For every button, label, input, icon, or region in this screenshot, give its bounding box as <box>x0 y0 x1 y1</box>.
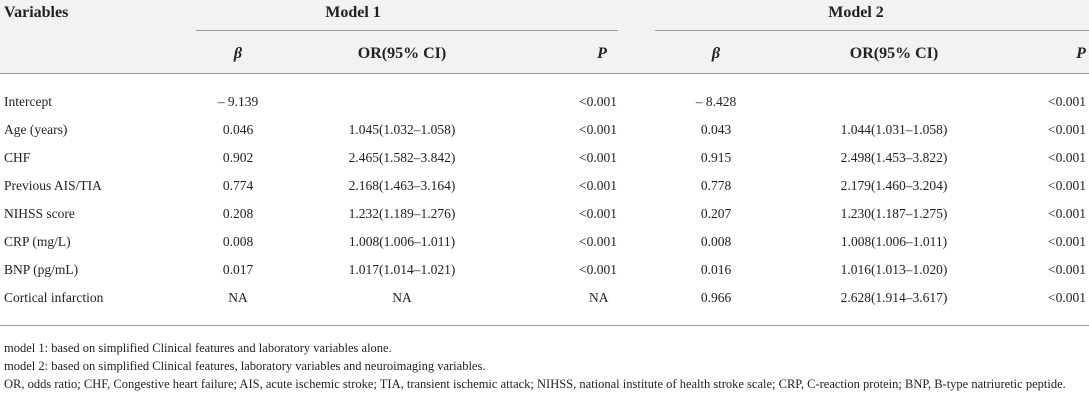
m1-beta-cell: 0.008 <box>222 234 254 249</box>
m2-beta-cell: 0.016 <box>700 262 732 277</box>
m2-or-cell: 2.179(1.460–3.204) <box>840 178 948 193</box>
m2-p-cell: <0.001 <box>1048 206 1086 221</box>
footnote-model1: model 1: based on simplified Clinical features and laboratory variables alone. <box>4 341 392 355</box>
m1-or-cell: 1.008(1.006–1.011) <box>348 234 456 249</box>
model1-header: Model 1 <box>325 4 381 21</box>
m2-beta-cell: 0.043 <box>700 122 732 137</box>
m2-p-cell: <0.001 <box>1048 178 1086 193</box>
m1-p-cell: <0.001 <box>579 234 617 249</box>
m1-p-cell: NA <box>589 290 609 305</box>
m2-or-cell: 2.498(1.453–3.822) <box>840 150 948 165</box>
m2-p-cell: <0.001 <box>1048 234 1086 249</box>
m1-p-cell: <0.001 <box>579 94 617 109</box>
m2-p-cell: <0.001 <box>1048 290 1086 305</box>
m1-beta-cell: 0.208 <box>222 206 254 221</box>
m2-beta-cell: 0.778 <box>700 178 732 193</box>
m1-p-cell: <0.001 <box>579 122 617 137</box>
m2-or-cell: 1.044(1.031–1.058) <box>840 122 948 137</box>
m1-or-cell: 2.168(1.463–3.164) <box>348 178 456 193</box>
m1-p-cell: <0.001 <box>579 206 617 221</box>
row-variable: NIHSS score <box>4 206 75 221</box>
m1-beta-cell: NA <box>228 290 248 305</box>
row-variable: BNP (pg/mL) <box>4 262 79 277</box>
header-bottom-rule <box>0 73 1089 74</box>
m1-p-cell: <0.001 <box>579 150 617 165</box>
m1-beta-cell: 0.046 <box>222 122 254 137</box>
model2-header: Model 2 <box>828 4 884 21</box>
m1-beta-header: β <box>233 45 243 62</box>
row-variable: Cortical infarction <box>4 290 104 305</box>
m1-or-header: OR(95% CI) <box>357 45 447 62</box>
variables-header: Variables <box>4 4 69 21</box>
row-variable: CRP (mg/L) <box>4 234 71 249</box>
m1-or-cell: 1.232(1.189–1.276) <box>348 206 456 221</box>
m2-or-cell: 1.008(1.006–1.011) <box>840 234 948 249</box>
m2-p-cell: <0.001 <box>1048 122 1086 137</box>
table-footnotes <box>4 340 1084 393</box>
m1-or-cell: 2.465(1.582–3.842) <box>348 150 456 165</box>
m2-p-header: P <box>1076 45 1086 62</box>
row-variable: Previous AIS/TIA <box>4 178 102 193</box>
m2-or-header: OR(95% CI) <box>849 45 939 62</box>
m2-p-cell: <0.001 <box>1048 262 1086 277</box>
row-variable: Intercept <box>4 94 52 109</box>
m2-beta-cell: 0.966 <box>700 290 732 305</box>
table-bottom-rule <box>0 325 1089 326</box>
m2-or-cell: 1.016(1.013–1.020) <box>840 262 948 277</box>
m2-beta-cell: 0.008 <box>700 234 732 249</box>
footnote-abbreviations: OR, odds ratio; CHF, Congestive heart failure; AIS, acute ischemic stroke; TIA, transient ischemic attack; NIHSS, national institute of health stroke scale; CRP, C-reaction protein; BNP, B-type natriuretic peptide. <box>4 376 1066 391</box>
m2-or-cell: 2.628(1.914–3.617) <box>840 290 948 305</box>
m1-p-cell: <0.001 <box>579 262 617 277</box>
m2-p-cell: <0.001 <box>1048 150 1086 165</box>
model1-underline <box>196 30 618 31</box>
row-variable: CHF <box>4 150 31 165</box>
m2-beta-cell: 0.207 <box>700 206 732 221</box>
m2-beta-cell: 0.915 <box>700 150 732 165</box>
m2-beta-cell: – 8.428 <box>695 94 737 109</box>
m2-beta-header: β <box>711 45 721 62</box>
m2-p-cell: <0.001 <box>1048 94 1086 109</box>
model2-underline <box>655 30 1089 31</box>
m2-or-cell: 1.230(1.187–1.275) <box>840 206 948 221</box>
m1-or-cell: 1.017(1.014–1.021) <box>348 262 456 277</box>
m1-or-cell: 1.045(1.032–1.058) <box>348 122 456 137</box>
m1-beta-cell: 0.774 <box>222 178 254 193</box>
m1-beta-cell: 0.017 <box>222 262 254 277</box>
footnote-model2: model 2: based on simplified Clinical features, laboratory variables and neuroimaging variables. <box>4 358 486 373</box>
row-variable: Age (years) <box>4 122 68 137</box>
m1-p-header: P <box>597 45 607 62</box>
m1-or-cell: NA <box>392 290 412 305</box>
m1-p-cell: <0.001 <box>579 178 617 193</box>
m1-beta-cell: 0.902 <box>222 150 254 165</box>
m1-beta-cell: – 9.139 <box>217 94 259 109</box>
table-header-background <box>0 0 1089 73</box>
